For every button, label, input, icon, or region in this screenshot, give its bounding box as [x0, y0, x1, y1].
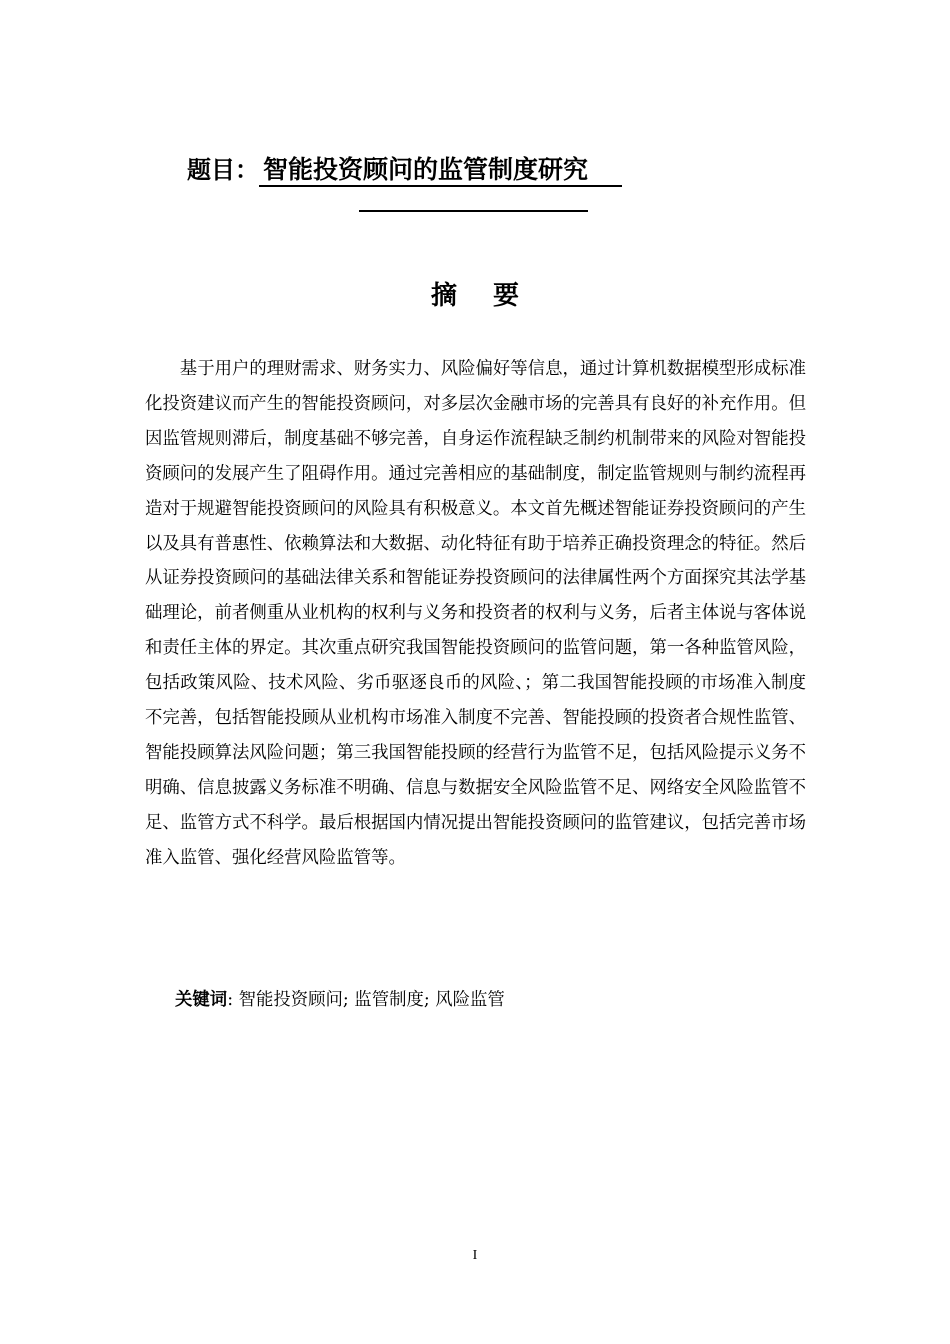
keywords-separator: :	[227, 990, 239, 1010]
title-text: 智能投资顾问的监管制度研究	[259, 155, 622, 187]
title-label: 题目：	[187, 156, 259, 184]
keywords-line	[175, 985, 815, 1015]
abstract-heading: 摘要	[430, 281, 555, 311]
abstract-body: 基于用户的理财需求、财务实力、风险偏好等信息，通过计算机数据模型形成标准化投资建议而产生的智能投资顾问，对多层次金融市场的完善具有良好的补充作用。但因监管规则滞后，制度基础不够完善，自身运作流程缺乏制约机制带来的风险对智能投资顾问的发展产生了阻碍作用。通过完善相应的基础制度，制定监管规则与制约流程再造对于规避智能投资顾问的风险具有积极意义。本文首先概述智能证券投资顾问的产生以及具有普惠性、依赖算法和大数据、动化特征有助于培养正确投资理念的特征。然后从证券投资顾问的基础法律关系和智能证券投资顾问的法律属性两个方面探究其法学基础理论，前者侧重从业机构的权利与义务和投资者的权利与义务，后者主体说与客体说和责任主体的界定。其次重点研究我国智能投资顾问的监管问题，第一各种监管风险，包括政策风险、技术风险、劣币驱逐良币的风险、；第二我国智能投顾的市场准入制度不完善，包括智能投顾从业机构市场准入制度不完善、智能投顾的投资者合规性监管、智能投顾算法风险问题；第三我国智能投顾的经营行为监管不足，包括风险提示义务不明确、信息披露义务标准不明确、信息与数据安全风险监管不足、网络安全风险监管不足、监管方式不科学。最后根据国内情况提出智能投资顾问的监管建议，包括完善市场准入监管、强化经营风险监管等。	[145, 359, 806, 868]
keywords-label: 关键词	[175, 990, 228, 1010]
thesis-title	[187, 150, 787, 190]
page-number: I	[472, 1248, 478, 1263]
keywords-text: 智能投资顾问; 监管制度; 风险监管	[238, 990, 505, 1010]
title-underline-rule	[359, 210, 588, 212]
